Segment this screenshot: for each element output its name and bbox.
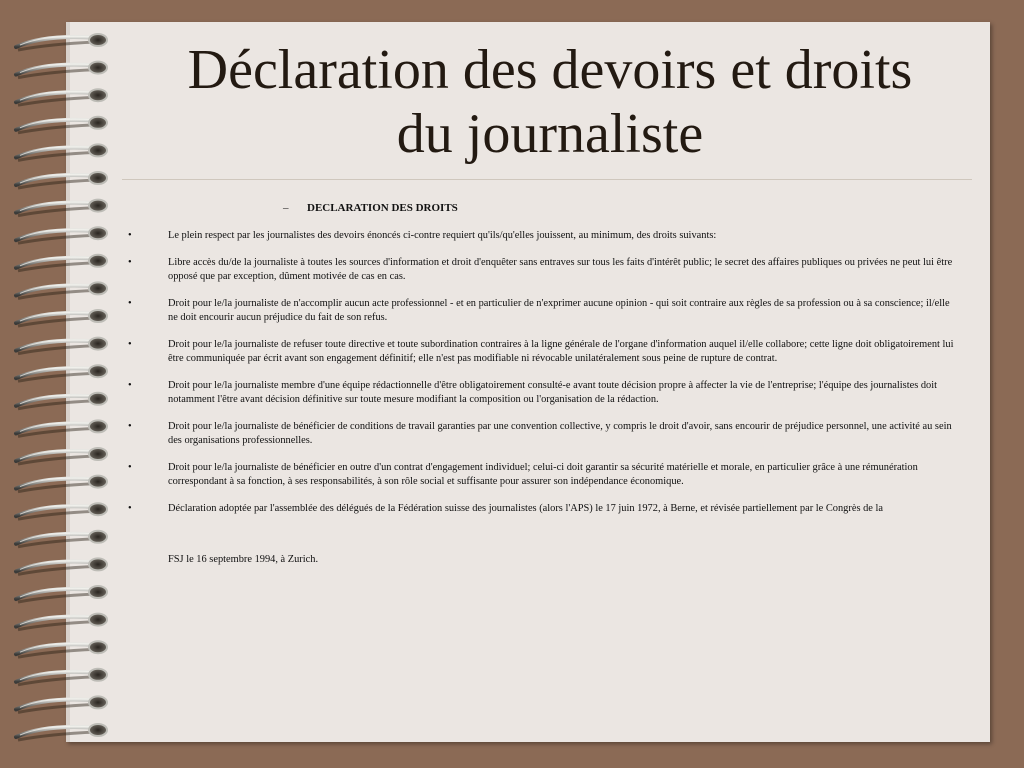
list-item	[128, 256, 960, 284]
title-line-1: Déclaration des devoirs et droits	[187, 39, 913, 101]
binding-ring	[16, 338, 107, 354]
slide-title	[110, 38, 990, 166]
binding-ring	[16, 117, 107, 133]
binding-ring	[16, 34, 107, 50]
binding-ring	[16, 558, 107, 574]
binding-ring	[16, 365, 107, 381]
binding-ring	[16, 531, 107, 547]
binding-ring	[16, 503, 107, 519]
binding-ring	[16, 200, 107, 216]
list-item-text: Déclaration adoptée par l'assemblée des délégués de la Fédération suisse des journalistes (alors l'APS) le 17 juin 1972, à Berne, et révisée partiellement par le Congrès de la	[168, 503, 883, 514]
binding-ring	[16, 586, 107, 602]
bullet-icon: •	[128, 380, 132, 391]
bullet-icon: •	[128, 503, 132, 514]
list-item-text: Libre accès du/de la journaliste à toutes les sources d'information et droit d'enquêter sans entraves sur tous les faits d'intérêt public; le secret des affaires publiques ou privées ne peut lui être opposé que par exception, dûment motivée de cas en cas.	[168, 257, 953, 282]
title-line-2: du journaliste	[396, 103, 704, 165]
list-item-text: Droit pour le/la journaliste de bénéficier de conditions de travail garanties par une convention collective, y compris le droit d'avoir, sans encourir de préjudice personnel, une activité au sein des organisations professionnelles.	[168, 421, 952, 446]
list-item-text: Droit pour le/la journaliste de refuser toute directive et toute subordination contraires à la ligne générale de l'organe d'information auquel il/elle collabore; cette ligne doit obligatoirement lui être communiquée par écrit avant son engagement définitif; elle n'est pas modifiable ni révocable unilatéralement sous peine de rupture de contrat.	[168, 339, 954, 364]
binding-ring	[16, 641, 107, 657]
list-item	[128, 461, 960, 489]
section-heading-label: DECLARATION DES DROITS	[307, 202, 458, 214]
binding-ring	[16, 448, 107, 464]
list-item-text: Le plein respect par les journalistes des devoirs énoncés ci-contre requiert qu'ils/qu'elles jouissent, au minimum, des droits suivants:	[168, 230, 717, 241]
binding-ring	[16, 669, 107, 685]
binding-ring	[16, 420, 107, 436]
footer-text: FSJ le 16 septembre 1994, à Zurich.	[168, 554, 319, 565]
binding-ring	[16, 89, 107, 105]
bullet-list	[128, 229, 960, 529]
bullet-icon: •	[128, 462, 132, 473]
binding-ring	[16, 393, 107, 409]
list-item-text: Droit pour le/la journaliste membre d'une équipe rédactionnelle d'être obligatoirement consulté-e avant toute décision propre à affecter la vie de l'entreprise; l'équipe des journalistes doit notamment l'être avant décision définitive sur toute mesure modifiant la composition ou l'organisation de la rédaction.	[168, 380, 937, 405]
section-heading	[283, 202, 458, 214]
bullet-icon: •	[128, 339, 132, 350]
list-item	[128, 297, 960, 325]
list-item	[128, 338, 960, 366]
list-item	[128, 502, 960, 516]
bullet-icon: •	[128, 257, 132, 268]
binding-ring	[16, 62, 107, 78]
binding-ring	[16, 696, 107, 712]
binding-ring	[16, 310, 107, 326]
list-item	[128, 229, 960, 243]
bullet-icon: •	[128, 298, 132, 309]
binding-ring	[16, 614, 107, 630]
bullet-icon: •	[128, 421, 132, 432]
binding-ring	[16, 476, 107, 492]
list-item-text: Droit pour le/la journaliste de bénéficier en outre d'un contrat d'engagement individuel; celui-ci doit garantir sa sécurité matérielle et morale, en particulier grâce à une rémunération correspondant à sa fonction, à ses responsabilités, à son rôle social et suffisante pour assurer son indépendance économique.	[168, 462, 918, 487]
binding-ring	[16, 172, 107, 188]
binding-ring	[16, 255, 107, 271]
list-item-text: Droit pour le/la journaliste de n'accomplir aucun acte professionnel - et en particulier de n'exprimer aucune opinion - qui soit contraire aux règles de sa profession ou à sa conscience; il/elle ne doit encourir aucun préjudice du fait de son refus.	[168, 298, 950, 323]
binding-ring	[16, 724, 107, 740]
list-item	[128, 420, 960, 448]
binding-ring	[16, 227, 107, 243]
heading-dash: –	[283, 202, 289, 214]
binding-ring	[16, 144, 107, 160]
binding-ring	[16, 282, 107, 298]
bullet-icon: •	[128, 230, 132, 241]
title-divider	[122, 179, 972, 180]
list-item	[128, 379, 960, 407]
